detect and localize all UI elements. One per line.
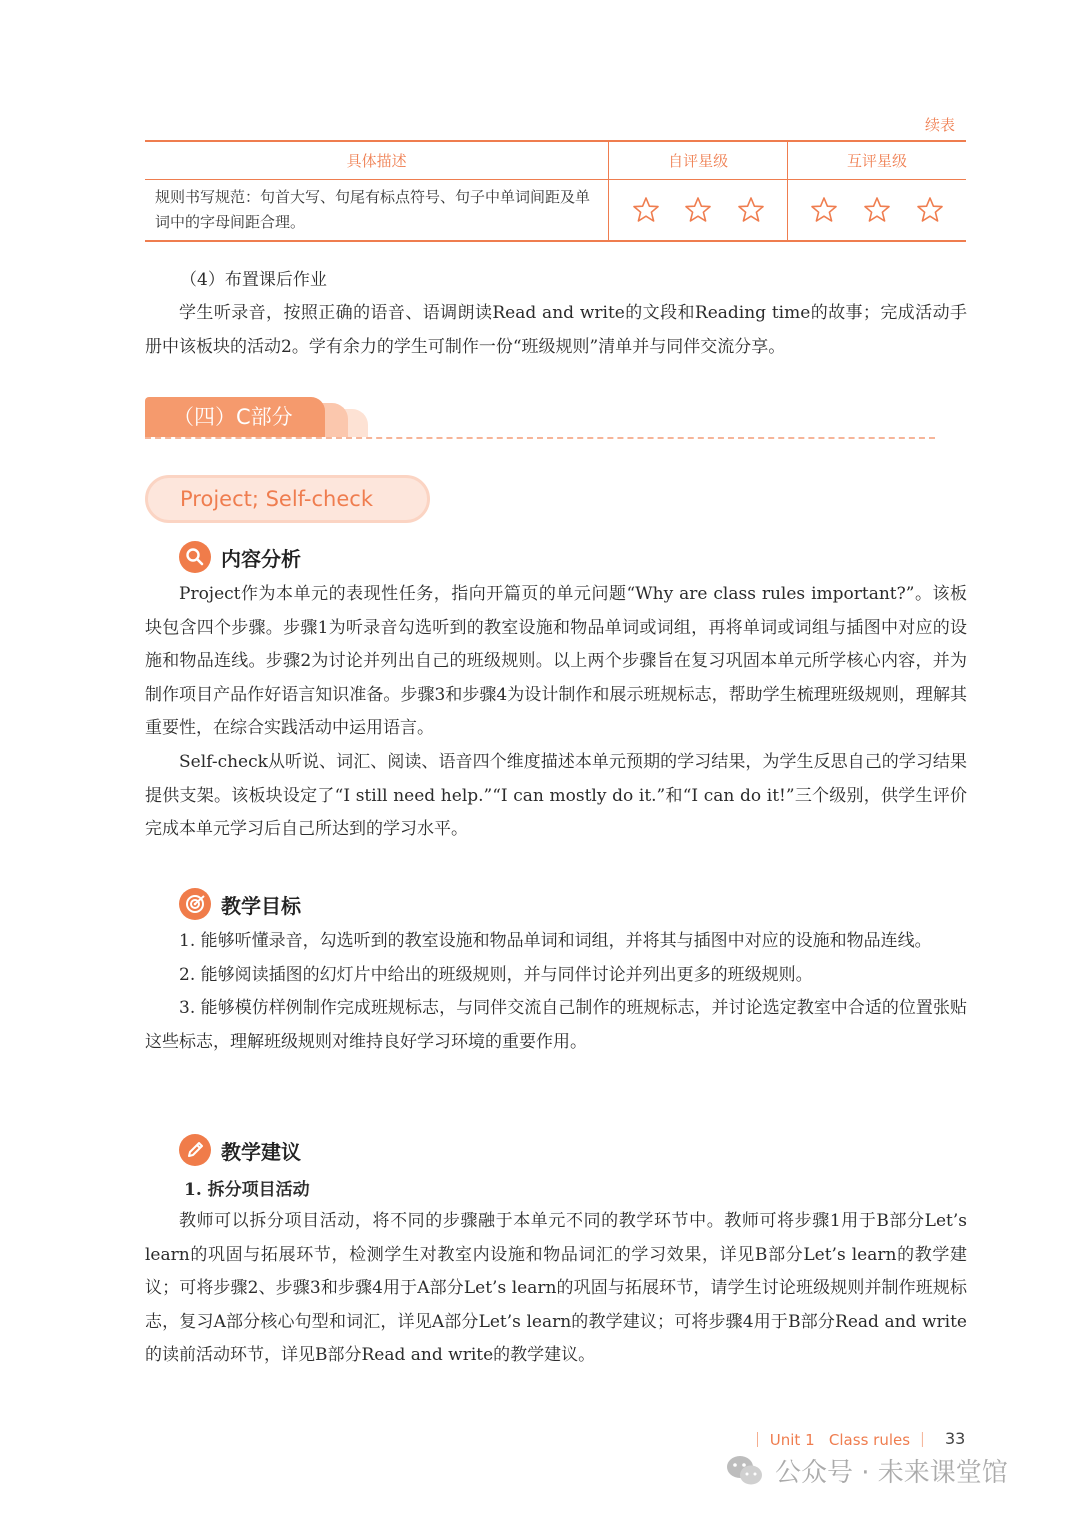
target-icon bbox=[179, 888, 211, 920]
module-pill: Project; Self-check bbox=[145, 475, 430, 523]
table-header-row bbox=[145, 141, 966, 180]
goals-heading bbox=[179, 888, 301, 920]
page-number: 33 bbox=[945, 1429, 966, 1448]
suggestions-text: 教师可以拆分项目活动，将不同的步骤融于本单元不同的教学环节中。教师可将步骤1用于B部分Let’s learn的巩固与拓展环节，检测学生对教室内设施和物品词汇的学习效果，详见B部分Let’s learn的教学建议；可将步骤2、步骤3和步骤4用于A部分Let’s learn的巩固与拓展环节，请学生讨论班级规则并制作班规标志，复习A部分核心句型和词汇，详见A部分Let’s learn的教学建议；可将步骤4用于B部分Read and write 的读前活动环节，详见B部分Read and write的教学建议。 bbox=[145, 1211, 967, 1366]
peer-star-group bbox=[798, 196, 956, 224]
goals-list bbox=[145, 925, 967, 1059]
peer-rating-cell bbox=[788, 180, 966, 242]
analysis-body bbox=[145, 578, 967, 847]
star-outline-icon bbox=[916, 196, 944, 224]
search-icon bbox=[179, 541, 211, 573]
analysis-paragraph: Project作为本单元的表现性任务，指向开篇页的单元问题“Why are class rules important?”。该板块包含四个步骤。步骤1为听录音勾选听到的教室设施和物品单词或词组，再将单词或词组与插图中对应的设施和物品连线。步骤2为讨论并列出自己的班级规则。以上两个步骤旨在复习巩固本单元所学核心内容，并为制作项目产品作好语言知识准备。步骤3和步骤4为设计制作和展示班规标志，帮助学生梳理班级规则，理解其重要性，在综合实践活动中运用语言。 bbox=[145, 584, 967, 739]
table-continued-label: 续表 bbox=[925, 116, 956, 134]
self-rating-cell bbox=[609, 180, 788, 242]
goal-item: 2. 能够阅读插图的幻灯片中给出的班级规则，并与同伴讨论并列出更多的班级规则。 bbox=[179, 964, 813, 985]
section-title: （四）C部分 bbox=[145, 397, 325, 437]
header-description: 具体描述 bbox=[145, 141, 609, 180]
section-divider bbox=[145, 437, 935, 439]
homework-heading: （4）布置课后作业 bbox=[180, 270, 327, 290]
homework-paragraph bbox=[145, 297, 967, 364]
goal-item: 1. 能够听懂录音，勾选听到的教室设施和物品单词和词组，并将其与插图中对应的设施和物品连线。 bbox=[179, 931, 932, 951]
analysis-heading bbox=[179, 541, 301, 573]
self-star-group bbox=[619, 196, 777, 224]
suggestion-subheading: 1. 拆分项目活动 bbox=[184, 1180, 310, 1200]
star-outline-icon bbox=[863, 196, 891, 224]
evaluation-table bbox=[145, 140, 966, 242]
footer-unit-label: ｜ Unit 1 Class rules ｜ bbox=[750, 1431, 930, 1449]
analysis-paragraph: Self-check从听说、词汇、阅读、语音四个维度描述本单元预期的学习结果，为学生反思自己的学习结果提供支架。该板块设定了“I still need help.”“I can mostly do it.”和“I can do it!”三个级别，供学生评价完成本单元学习后自己所达到的学习水平。 bbox=[145, 751, 967, 840]
header-self-rating: 自评星级 bbox=[609, 141, 788, 180]
star-outline-icon bbox=[810, 196, 838, 224]
watermark-text: 公众号 · 未来课堂馆 bbox=[775, 1458, 1008, 1488]
watermark bbox=[725, 1452, 1008, 1489]
suggestions-body bbox=[145, 1205, 967, 1373]
header-peer-rating: 互评星级 bbox=[788, 141, 966, 180]
star-outline-icon bbox=[684, 196, 712, 224]
homework-text: 学生听录音，按照正确的语音、语调朗读Read and write的文段和Reading time的故事；完成活动手册中该板块的活动2。学有余力的学生可制作一份“班级规则”清单并与同伴交流分享。 bbox=[145, 303, 967, 357]
star-outline-icon bbox=[737, 196, 765, 224]
goal-item: 3. 能够模仿样例制作完成班规标志，与同伴交流自己制作的班规标志，并讨论选定教室中合适的位置张贴这些标志，理解班级规则对维持良好学习环境的重要作用。 bbox=[145, 998, 967, 1052]
analysis-title: 内容分析 bbox=[221, 546, 301, 571]
suggestions-heading bbox=[179, 1134, 301, 1166]
star-outline-icon bbox=[632, 196, 660, 224]
goals-title: 教学目标 bbox=[221, 893, 301, 918]
wechat-icon bbox=[725, 1454, 765, 1488]
suggestions-title: 教学建议 bbox=[221, 1139, 301, 1164]
table-row bbox=[145, 180, 966, 242]
pencil-icon bbox=[179, 1134, 211, 1166]
row-description: 规则书写规范：句首大写、句尾有标点符号、句子中单词间距及单词中的字母间距合理。 bbox=[145, 180, 609, 242]
